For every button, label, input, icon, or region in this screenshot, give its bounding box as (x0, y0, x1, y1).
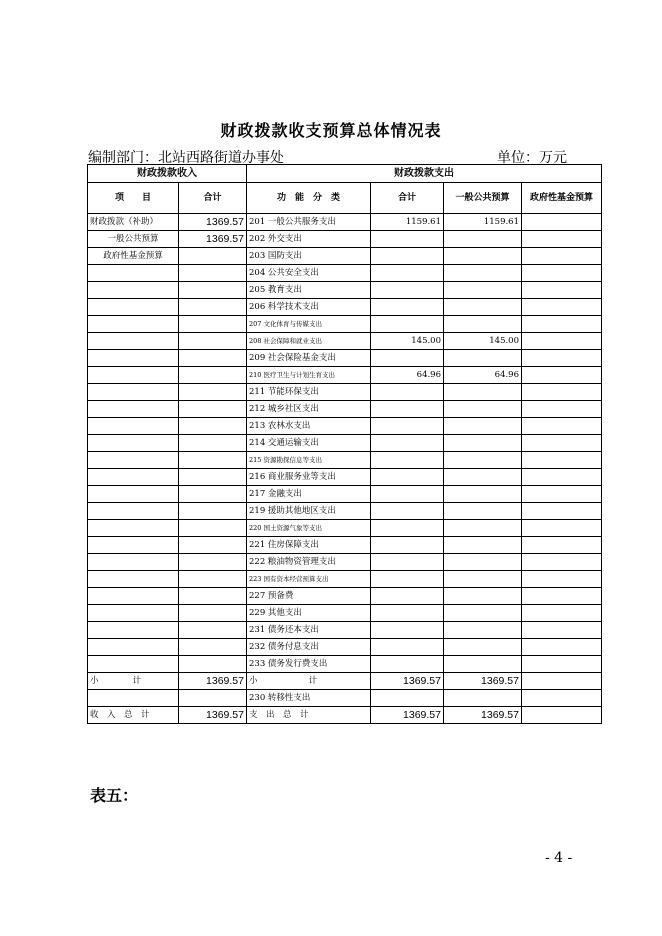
expense-total-cell (371, 282, 444, 299)
general-budget-cell (444, 299, 522, 316)
income-total-cell (179, 639, 247, 656)
income-item-cell: 一般公共预算 (88, 231, 179, 248)
fund-budget-cell (522, 333, 602, 350)
function-class-cell: 211 节能环保支出 (247, 384, 371, 401)
general-budget-cell (444, 282, 522, 299)
grand-total-expense-label: 支 出 总 计 (247, 707, 371, 724)
table-row (88, 554, 602, 571)
expense-total-cell (371, 520, 444, 537)
general-budget-cell (444, 571, 522, 588)
transfer-expense-total (371, 690, 444, 707)
income-total-cell (179, 435, 247, 452)
function-class-cell: 206 科学技术支出 (247, 299, 371, 316)
income-total-cell (179, 622, 247, 639)
expense-total-cell (371, 231, 444, 248)
function-class-cell: 232 债务付息支出 (247, 639, 371, 656)
expense-total-cell (371, 639, 444, 656)
grand-total-general-budget: 1369.57 (444, 707, 522, 724)
expense-total-cell (371, 588, 444, 605)
general-budget-cell (444, 639, 522, 656)
function-class-cell: 205 教育支出 (247, 282, 371, 299)
expense-group-header: 财政拨款支出 (247, 165, 602, 183)
general-budget-cell (444, 520, 522, 537)
fund-budget-cell (522, 656, 602, 673)
income-item-cell (88, 299, 179, 316)
table-row (88, 639, 602, 656)
income-item-cell (88, 333, 179, 350)
general-budget-cell (444, 452, 522, 469)
general-budget-cell: 1159.61 (444, 214, 522, 231)
expense-total-cell (371, 537, 444, 554)
income-total-cell (179, 401, 247, 418)
expense-total-cell (371, 486, 444, 503)
income-total-cell (179, 248, 247, 265)
income-item-cell (88, 656, 179, 673)
function-class-cell: 233 债务发行费支出 (247, 656, 371, 673)
fund-budget-cell (522, 588, 602, 605)
income-item-cell (88, 435, 179, 452)
income-total-cell (179, 299, 247, 316)
fund-budget-cell (522, 486, 602, 503)
income-total-cell (179, 316, 247, 333)
income-item-cell: 财政拨款（补助） (88, 214, 179, 231)
income-total-cell (179, 503, 247, 520)
income-total-header: 合计 (179, 183, 247, 214)
income-total-cell: 1369.57 (179, 231, 247, 248)
fund-budget-cell (522, 316, 602, 333)
income-total-cell (179, 265, 247, 282)
function-class-cell: 221 住房保障支出 (247, 537, 371, 554)
header-group-row (88, 165, 602, 183)
income-total-cell (179, 520, 247, 537)
table-row (88, 265, 602, 282)
income-item-cell (88, 350, 179, 367)
fund-budget-cell (522, 418, 602, 435)
income-total-cell (179, 452, 247, 469)
fund-budget-cell (522, 384, 602, 401)
general-budget-cell (444, 503, 522, 520)
general-budget-cell (444, 486, 522, 503)
income-item-cell (88, 639, 179, 656)
income-item-cell (88, 537, 179, 554)
subtotal-fund-budget (522, 673, 602, 690)
table-row (88, 537, 602, 554)
expense-total-cell: 64.96 (371, 367, 444, 384)
function-class-header: 功 能 分 类 (247, 183, 371, 214)
general-budget-cell: 64.96 (444, 367, 522, 384)
income-total-cell (179, 486, 247, 503)
income-total-cell (179, 605, 247, 622)
income-total-cell (179, 367, 247, 384)
income-total-cell (179, 350, 247, 367)
general-budget-cell: 145.00 (444, 333, 522, 350)
income-total-cell (179, 333, 247, 350)
subtotal-expense-label: 小 计 (247, 673, 371, 690)
subtotal-expense-total: 1369.57 (371, 673, 444, 690)
income-item-cell (88, 622, 179, 639)
income-item-cell (88, 605, 179, 622)
income-total-cell (179, 588, 247, 605)
expense-total-cell (371, 384, 444, 401)
income-item-cell (88, 282, 179, 299)
fund-budget-cell (522, 469, 602, 486)
income-total-cell (179, 554, 247, 571)
function-class-cell: 201 一般公共服务支出 (247, 214, 371, 231)
general-budget-cell (444, 350, 522, 367)
general-budget-cell (444, 418, 522, 435)
table-row (88, 656, 602, 673)
expense-total-cell: 1159.61 (371, 214, 444, 231)
expense-total-cell (371, 452, 444, 469)
income-item-cell (88, 469, 179, 486)
transfer-income-label (88, 690, 179, 707)
function-class-cell: 212 城乡社区支出 (247, 401, 371, 418)
general-budget-cell (444, 316, 522, 333)
expense-total-cell (371, 265, 444, 282)
budget-table (87, 164, 602, 724)
fund-budget-cell (522, 639, 602, 656)
subtotal-income-label: 小 计 (88, 673, 179, 690)
income-item-cell (88, 316, 179, 333)
expense-total-cell (371, 401, 444, 418)
general-budget-cell (444, 231, 522, 248)
expense-total-cell (371, 605, 444, 622)
general-budget-cell (444, 248, 522, 265)
fund-budget-cell (522, 350, 602, 367)
table-row (88, 571, 602, 588)
fund-budget-cell (522, 367, 602, 384)
expense-total-cell (371, 299, 444, 316)
expense-total-cell (371, 435, 444, 452)
function-class-cell: 217 金融支出 (247, 486, 371, 503)
table-row (88, 299, 602, 316)
fund-budget-cell (522, 299, 602, 316)
function-class-cell: 229 其他支出 (247, 605, 371, 622)
income-item-cell (88, 452, 179, 469)
table-row (88, 605, 602, 622)
page-title: 财政拨款收支预算总体情况表 (220, 121, 442, 140)
expense-total-cell (371, 418, 444, 435)
fund-budget-cell (522, 231, 602, 248)
table-row (88, 452, 602, 469)
subtotal-general-budget: 1369.57 (444, 673, 522, 690)
table-row (88, 231, 602, 248)
table-row (88, 367, 602, 384)
general-budget-cell (444, 588, 522, 605)
subtotal-income-total: 1369.57 (179, 673, 247, 690)
general-budget-cell (444, 656, 522, 673)
table-row (88, 469, 602, 486)
grand-total-income: 1369.57 (179, 707, 247, 724)
income-item-cell (88, 384, 179, 401)
general-budget-cell (444, 605, 522, 622)
grand-total-expense: 1369.57 (371, 707, 444, 724)
function-class-cell: 215 资源勘探信息等支出 (247, 452, 371, 469)
expense-total-cell (371, 656, 444, 673)
income-group-header: 财政拨款收入 (88, 165, 247, 183)
table-row (88, 248, 602, 265)
income-total-cell (179, 418, 247, 435)
function-class-cell: 207 文化体育与传媒支出 (247, 316, 371, 333)
unit-label: 单位：万元 (497, 150, 567, 166)
fund-budget-cell (522, 435, 602, 452)
income-item-cell (88, 418, 179, 435)
fund-budget-cell (522, 503, 602, 520)
expense-total-cell (371, 571, 444, 588)
transfer-row (88, 690, 602, 707)
subtotal-row (88, 673, 602, 690)
fund-budget-cell (522, 265, 602, 282)
transfer-fund-budget (522, 690, 602, 707)
grand-total-row (88, 707, 602, 724)
grand-total-income-label: 收 入 总 计 (88, 707, 179, 724)
general-budget-cell (444, 469, 522, 486)
expense-total-cell (371, 248, 444, 265)
income-total-cell (179, 656, 247, 673)
general-budget-cell (444, 435, 522, 452)
expense-total-cell (371, 469, 444, 486)
fund-budget-cell (522, 537, 602, 554)
transfer-function-class: 230 转移性支出 (247, 690, 371, 707)
general-budget-header: 一般公共预算 (444, 183, 522, 214)
header-column-row (88, 183, 602, 214)
fund-budget-cell (522, 248, 602, 265)
transfer-income-total (179, 690, 247, 707)
function-class-cell: 214 交通运输支出 (247, 435, 371, 452)
table-row (88, 486, 602, 503)
function-class-cell: 208 社会保障和就业支出 (247, 333, 371, 350)
table-row (88, 503, 602, 520)
expense-total-cell: 145.00 (371, 333, 444, 350)
table-row (88, 316, 602, 333)
income-total-cell (179, 537, 247, 554)
function-class-cell: 220 国土资源气象等支出 (247, 520, 371, 537)
income-item-cell (88, 554, 179, 571)
function-class-cell: 202 外交支出 (247, 231, 371, 248)
function-class-cell: 216 商业服务业等支出 (247, 469, 371, 486)
table-row (88, 384, 602, 401)
function-class-cell: 222 粮油物资管理支出 (247, 554, 371, 571)
table-row (88, 282, 602, 299)
table-row (88, 622, 602, 639)
general-budget-cell (444, 401, 522, 418)
fund-budget-cell (522, 554, 602, 571)
expense-total-cell (371, 316, 444, 333)
table-row (88, 418, 602, 435)
function-class-cell: 231 债务还本支出 (247, 622, 371, 639)
table-row (88, 350, 602, 367)
department-label: 编制部门：北站西路街道办事处 (88, 150, 284, 166)
expense-total-header: 合计 (371, 183, 444, 214)
income-item-cell: 政府性基金预算 (88, 248, 179, 265)
general-budget-cell (444, 554, 522, 571)
income-item-cell (88, 520, 179, 537)
expense-total-cell (371, 503, 444, 520)
general-budget-cell (444, 384, 522, 401)
fund-budget-cell (522, 571, 602, 588)
income-total-cell: 1369.57 (179, 214, 247, 231)
function-class-cell: 227 预备费 (247, 588, 371, 605)
function-class-cell: 223 国有资本经营预算支出 (247, 571, 371, 588)
income-item-cell (88, 571, 179, 588)
table-row (88, 333, 602, 350)
income-total-cell (179, 469, 247, 486)
function-class-cell: 203 国防支出 (247, 248, 371, 265)
grand-total-fund-budget (522, 707, 602, 724)
income-total-cell (179, 282, 247, 299)
table-row (88, 588, 602, 605)
income-item-cell (88, 486, 179, 503)
general-budget-cell (444, 537, 522, 554)
function-class-cell: 209 社会保险基金支出 (247, 350, 371, 367)
income-total-cell (179, 571, 247, 588)
function-class-cell: 213 农林水支出 (247, 418, 371, 435)
fund-budget-cell (522, 622, 602, 639)
income-item-cell (88, 367, 179, 384)
expense-total-cell (371, 622, 444, 639)
income-item-cell (88, 265, 179, 282)
table-row (88, 435, 602, 452)
table-row (88, 520, 602, 537)
fund-budget-cell (522, 520, 602, 537)
page-number: - 4 - (545, 850, 573, 866)
expense-total-cell (371, 554, 444, 571)
function-class-cell: 219 援助其他地区支出 (247, 503, 371, 520)
fund-budget-cell (522, 214, 602, 231)
income-item-cell (88, 401, 179, 418)
fund-budget-cell (522, 605, 602, 622)
function-class-cell: 210 医疗卫生与计划生育支出 (247, 367, 371, 384)
transfer-general-budget (444, 690, 522, 707)
table-row (88, 214, 602, 231)
expense-total-cell (371, 350, 444, 367)
table-row (88, 401, 602, 418)
fund-budget-cell (522, 282, 602, 299)
function-class-cell: 204 公共安全支出 (247, 265, 371, 282)
general-budget-cell (444, 622, 522, 639)
income-item-cell (88, 588, 179, 605)
income-item-cell (88, 503, 179, 520)
fund-budget-header: 政府性基金预算 (522, 183, 602, 214)
fund-budget-cell (522, 401, 602, 418)
income-total-cell (179, 384, 247, 401)
item-header: 项 目 (88, 183, 179, 214)
fund-budget-cell (522, 452, 602, 469)
next-table-label: 表五： (90, 786, 139, 805)
general-budget-cell (444, 265, 522, 282)
